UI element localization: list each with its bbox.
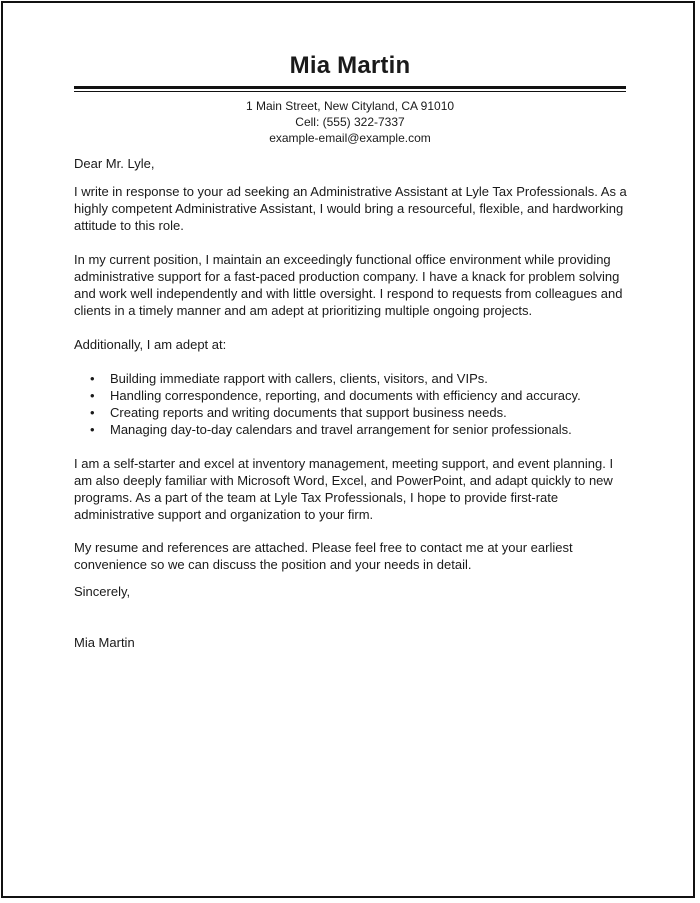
- list-item-text: Managing day-to-day calendars and travel arrangement for senior professionals.: [110, 422, 572, 437]
- header-rule-thin: [74, 91, 626, 92]
- bullet-icon: •: [90, 388, 95, 403]
- paragraph-4: My resume and references are attached. Please feel free to contact me at your earliest convenience so we can discuss the position and your needs in detail.: [74, 540, 573, 572]
- closing: Sincerely,: [74, 584, 131, 599]
- list-item: [88, 387, 608, 404]
- paragraph-2: In my current position, I maintain an exceedingly functional office environment while providing administrative support for a fast-paced production company. I have a knack for problem solving and work well independently and with little oversight. I respond to requests from colleagues and clients in a timely manner and am adept at prioritizing multiple ongoing projects.: [74, 252, 623, 318]
- contact-cell: Cell: (555) 322-7337: [295, 115, 405, 129]
- list-intro: Additionally, I am adept at:: [74, 337, 227, 352]
- list-item: [88, 404, 608, 421]
- bullet-icon: •: [90, 422, 95, 437]
- paragraph-3: I am a self-starter and excel at inventory management, meeting support, and event planning. I am also deeply familiar with Microsoft Word, Excel, and PowerPoint, and adapt quickly to new programs. As a part of the team at Lyle Tax Professionals, I hope to provide first-rate administrative support and organization to your firm.: [74, 456, 614, 522]
- list-item-text: Handling correspondence, reporting, and documents with efficiency and accuracy.: [110, 388, 581, 403]
- list-item-text: Creating reports and writing documents that support business needs.: [110, 405, 507, 420]
- signature: Mia Martin: [74, 635, 135, 650]
- bullet-icon: •: [90, 405, 95, 420]
- applicant-name: Mia Martin: [289, 52, 411, 79]
- contact-address: 1 Main Street, New Cityland, CA 91010: [245, 99, 455, 113]
- salutation: Dear Mr. Lyle,: [74, 156, 155, 171]
- list-item: [88, 370, 608, 387]
- list-item-text: Building immediate rapport with callers, clients, visitors, and VIPs.: [110, 371, 488, 386]
- bullet-icon: •: [90, 371, 95, 386]
- contact-email: example-email@example.com: [269, 131, 431, 145]
- skills-list: [88, 370, 608, 438]
- paragraph-1: I write in response to your ad seeking an Administrative Assistant at Lyle Tax Professionals. As a highly competent Administrative Assistant, I would bring a resourceful, flexible, and hardworking attitude to this role.: [74, 184, 627, 233]
- list-item: [88, 421, 608, 438]
- header-rule-thick: [74, 86, 626, 89]
